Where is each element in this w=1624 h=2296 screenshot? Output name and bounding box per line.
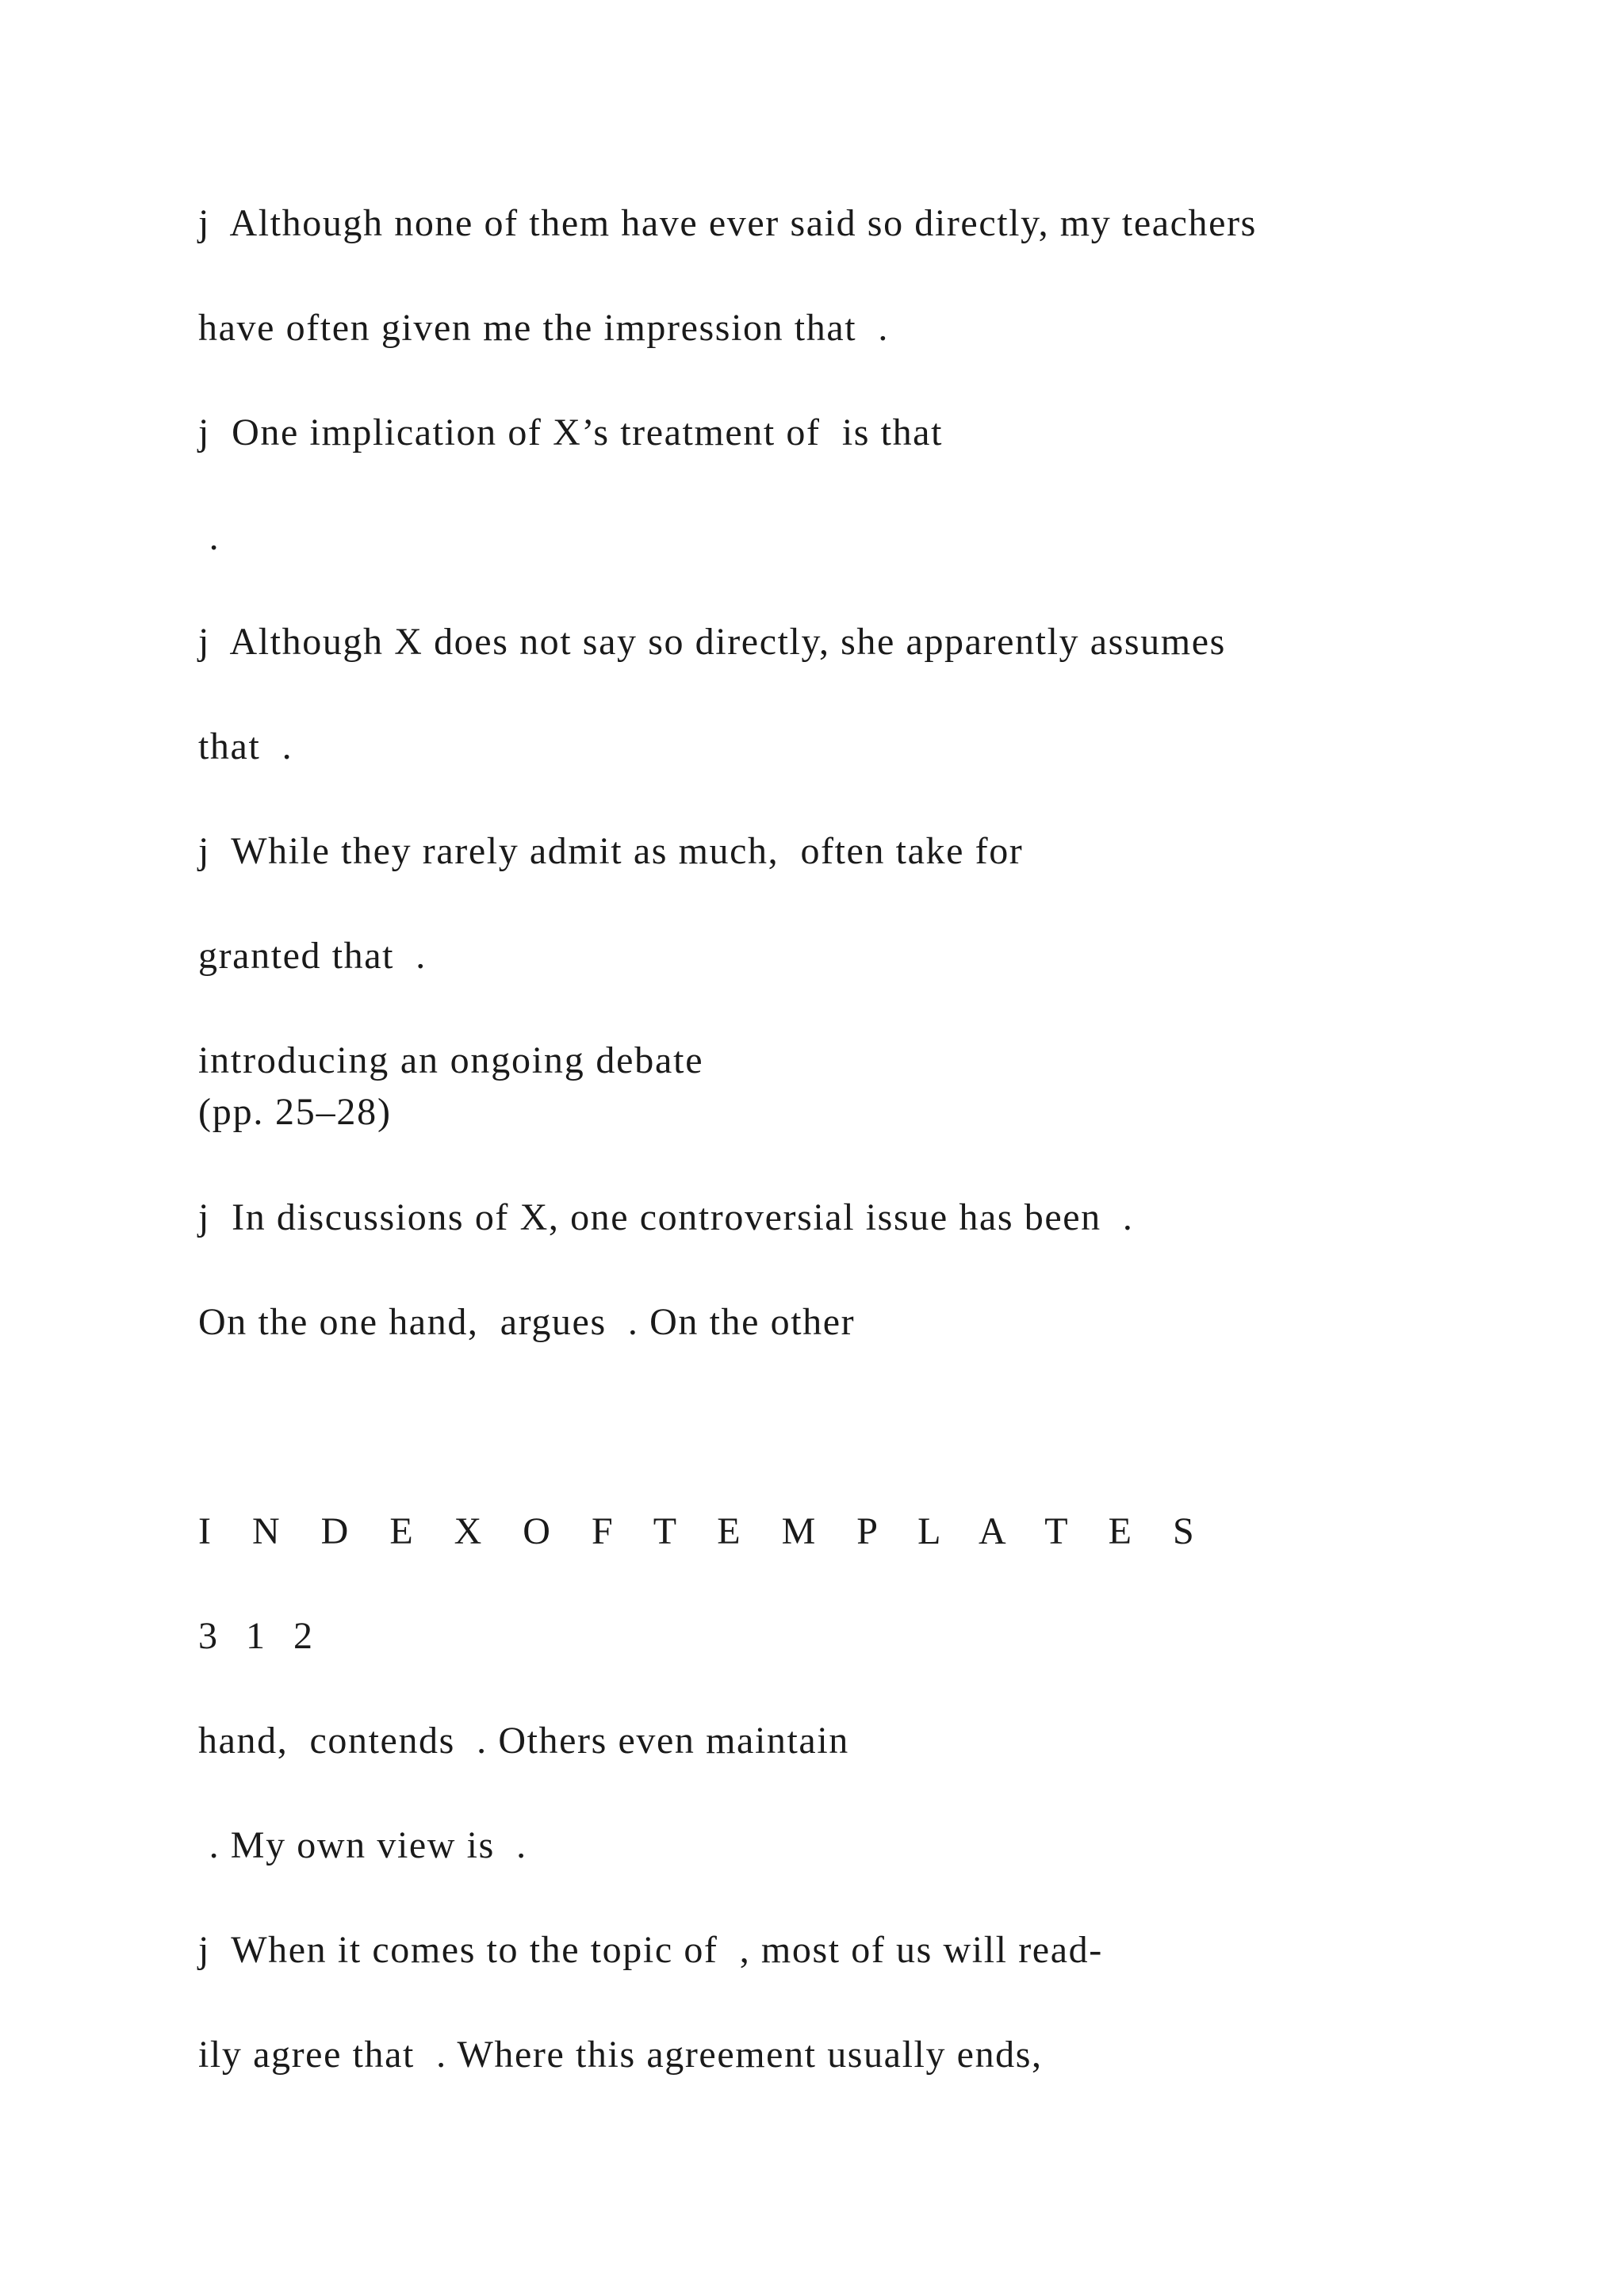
section-pages: (pp. 25–28) bbox=[198, 1091, 392, 1133]
template-line: j Although X does not say so directly, she apparently assumes bbox=[198, 621, 1226, 663]
template-line: that . bbox=[198, 725, 293, 767]
template-line: j Although none of them have ever said so directly, my teachers bbox=[198, 202, 1257, 244]
template-line: j When it comes to the topic of , most of us will read- bbox=[198, 1929, 1103, 1971]
page-number: 3 1 2 bbox=[198, 1615, 322, 1657]
template-line: have often given me the impression that . bbox=[198, 307, 889, 349]
template-line: On the one hand, argues . On the other bbox=[198, 1301, 856, 1343]
template-line: granted that . bbox=[198, 935, 427, 977]
template-line: j While they rarely admit as much, often take for bbox=[198, 830, 1024, 872]
template-line: . bbox=[198, 516, 220, 558]
template-line: j In discussions of X, one controversial issue has been . bbox=[198, 1196, 1134, 1238]
template-line: hand, contends . Others even maintain bbox=[198, 1720, 849, 1762]
template-line: . My own view is . bbox=[198, 1824, 527, 1866]
template-line: j One implication of X’s treatment of is that bbox=[198, 411, 944, 453]
running-head: I N D E X O F T E M P L A T E S bbox=[198, 1510, 1210, 1552]
template-line: ily agree that . Where this agreement usually ends, bbox=[198, 2034, 1043, 2076]
section-title: introducing an ongoing debate bbox=[198, 1039, 704, 1081]
